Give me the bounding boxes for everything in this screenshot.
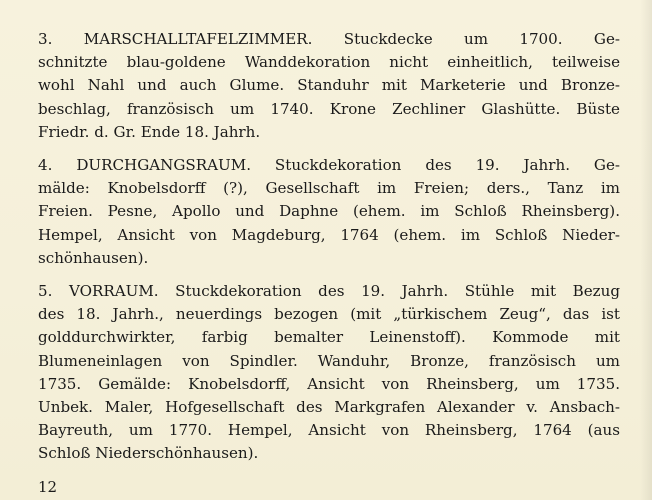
text-line: 1735. Gemälde: Knobelsdorff, Ansicht von Rheinsberg, um 1735. (38, 374, 620, 393)
text-line: golddurchwirkter, farbig bemalter Leinenstoff). Kommode mit (38, 328, 620, 347)
text-line: des 18. Jahrh., neuerdings bezogen (mit „türkischem Zeug“, das ist (38, 305, 620, 324)
page-edge-shadow (640, 0, 652, 500)
text-line: Schloß Niederschönhausen). (38, 444, 259, 463)
entry-vorraum (38, 280, 620, 466)
text-line: Freien. Pesne, Apollo und Daphne (ehem. im Schloß Rheinsberg). (38, 202, 620, 221)
text-line: schönhausen). (38, 248, 149, 267)
page-number: 12 (38, 478, 58, 496)
text-line: Hempel, Ansicht von Magdeburg, 1764 (ehem. im Schloß Nieder- (38, 225, 620, 244)
text-line: Unbek. Maler, Hofgesellschaft des Markgrafen Alexander v. Ansbach- (38, 398, 620, 417)
entry-durchgangsraum (38, 154, 620, 270)
text-line: Blumeneinlagen von Spindler. Wanduhr, Bronze, französisch um (38, 351, 620, 370)
text-line: Friedr. d. Gr. Ende 18. Jahrh. (38, 122, 261, 141)
text-line: mälde: Knobelsdorff (?), Gesellschaft im Freien; ders., Tanz im (38, 179, 620, 198)
text-line: beschlag, französisch um 1740. Krone Zechliner Glashütte. Büste (38, 99, 620, 118)
entry-marschalltafelzimmer (38, 28, 620, 144)
text-line: 5. VORRAUM. Stuckdekoration des 19. Jahrh. Stühle mit Bezug (38, 282, 620, 301)
text-line: 3. MARSCHALLTAFELZIMMER. Stuckdecke um 1700. Ge- (38, 30, 620, 48)
text-line: 4. DURCHGANGSRAUM. Stuckdekoration des 19. Jahrh. Ge- (38, 156, 620, 175)
text-line: wohl Nahl und auch Glume. Standuhr mit Marketerie und Bronze- (38, 76, 620, 95)
text-line: Bayreuth, um 1770. Hempel, Ansicht von Rheinsberg, 1764 (aus (38, 421, 620, 440)
page-text (38, 28, 620, 466)
text-line: schnitzte blau-goldene Wanddekoration nicht einheitlich, teilweise (38, 53, 620, 72)
